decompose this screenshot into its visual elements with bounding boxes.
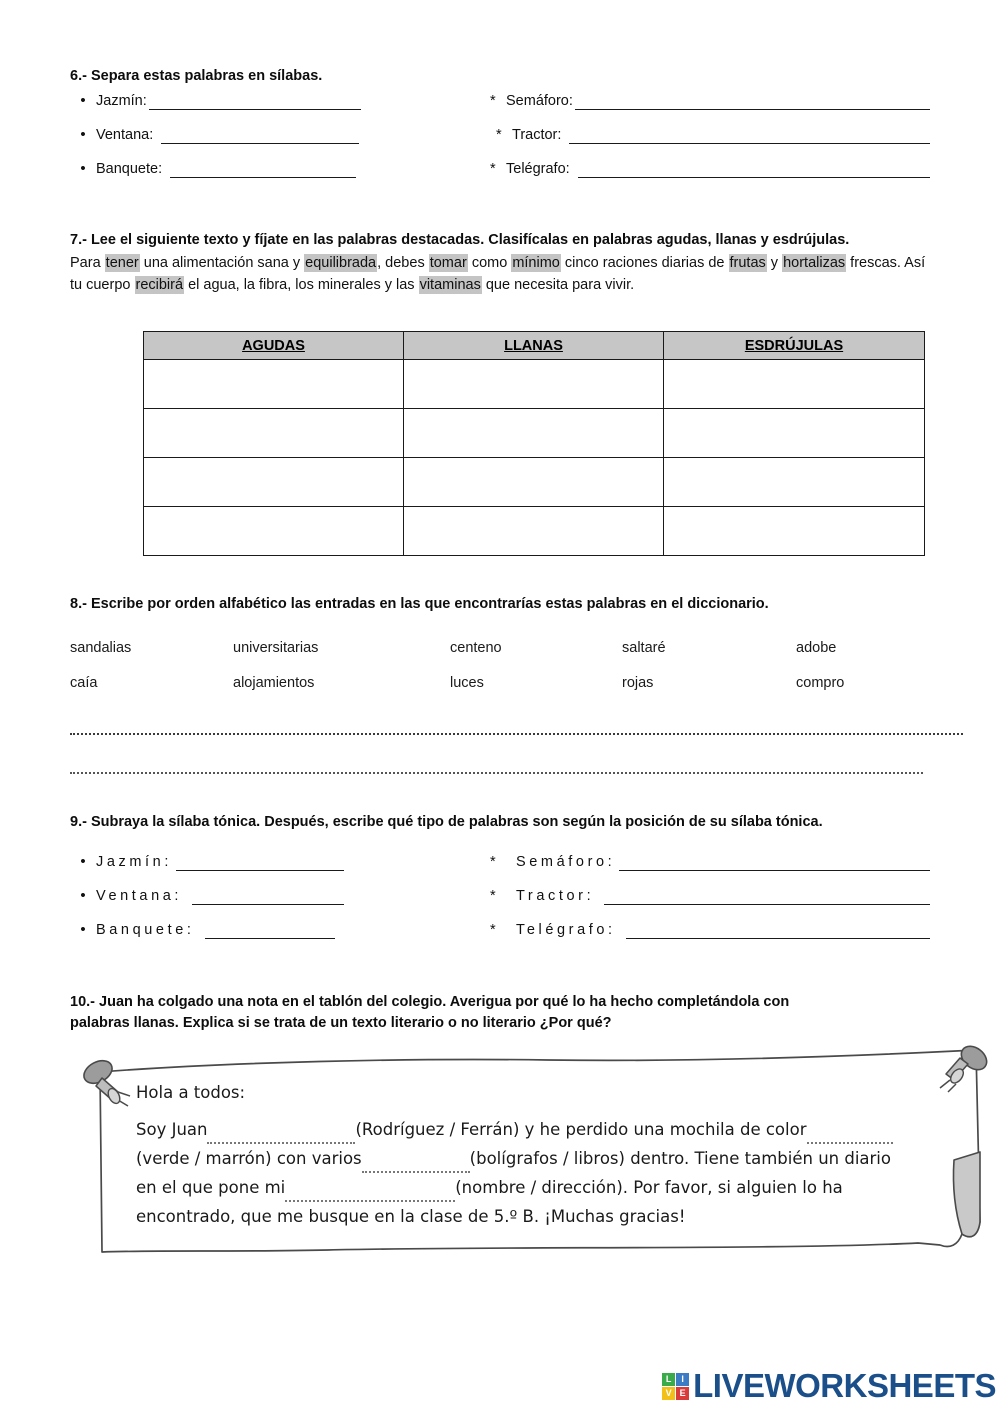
note-text-part: (nombre / dirección). Por favor, si alguien lo ha	[455, 1178, 843, 1197]
section-6-row	[70, 127, 930, 144]
highlighted-word: tomar	[429, 255, 467, 272]
word-label: Semáforo:	[516, 854, 616, 871]
paragraph-part: como	[467, 255, 512, 272]
table-cell[interactable]	[404, 507, 664, 556]
logo-square-l: L	[662, 1373, 675, 1386]
paragraph-part: el agua, la fibra, los minerales y las	[184, 276, 419, 293]
word-item: compro	[796, 675, 845, 692]
word-item: adobe	[796, 640, 837, 657]
section-9-title	[70, 812, 930, 833]
word-item: universitarias	[233, 640, 319, 657]
section-9-row	[70, 922, 930, 939]
section-9-row	[70, 888, 930, 905]
section-7-number: 7.-	[70, 232, 87, 248]
note-paper	[78, 1040, 998, 1270]
word-item: luces	[450, 675, 484, 692]
section-8-word-row-1	[70, 640, 930, 656]
asterisk-icon: *	[490, 887, 496, 904]
section-6-left-item	[70, 161, 490, 178]
answer-blank[interactable]	[176, 855, 344, 871]
note-text-part: (Rodríguez / Ferrán) y he perdido una mochila de color	[355, 1120, 807, 1139]
bullet-icon: •	[80, 126, 86, 144]
word-label: Tractor:	[516, 888, 595, 905]
section-6-right-item	[490, 162, 930, 179]
logo-squares-icon	[662, 1373, 689, 1400]
word-label: Banquete:	[96, 161, 163, 178]
word-label: Banquete:	[96, 922, 195, 939]
table-cell[interactable]	[404, 409, 664, 458]
word-label: Telégrafo:	[516, 922, 616, 939]
word-item: centeno	[450, 640, 502, 657]
answer-blank[interactable]	[569, 128, 930, 144]
table-cell[interactable]	[664, 409, 925, 458]
answer-blank[interactable]	[604, 889, 930, 905]
paragraph-part: , debes	[377, 255, 429, 272]
highlighted-word: vitaminas	[419, 276, 481, 293]
table-row	[144, 409, 925, 458]
bullet-icon: •	[80, 92, 86, 110]
section-7-title	[70, 230, 928, 251]
table-cell[interactable]	[664, 507, 925, 556]
word-label: Jazmín:	[96, 93, 147, 110]
section-9-rows	[70, 854, 930, 939]
highlighted-word: tener	[105, 255, 139, 272]
section-6-row	[70, 161, 930, 178]
note-text-part: (bolígrafos / libros) dentro. Tiene también un diario	[469, 1149, 891, 1168]
logo-square-v: V	[662, 1387, 675, 1400]
bullet-icon: •	[80, 853, 86, 871]
classification-table	[143, 331, 925, 556]
table-cell[interactable]	[664, 458, 925, 507]
highlighted-word: frutas	[729, 255, 766, 272]
word-item: alojamientos	[233, 675, 315, 692]
highlighted-word: mínimo	[512, 255, 560, 272]
section-7-title-text: Lee el siguiente texto y fíjate en las palabras destacadas. Clasifícalas en palabras agudas, llanas y esdrújulas.	[90, 232, 850, 248]
note-greeting: Hola a todos:	[136, 1083, 246, 1102]
paragraph-part: Para	[70, 255, 105, 272]
section-7	[70, 230, 928, 297]
section-8-word-row-2	[70, 675, 930, 691]
answer-blank[interactable]	[170, 162, 356, 178]
word-item: sandalias	[70, 640, 132, 657]
paragraph-part: que necesita para vivir.	[481, 276, 635, 293]
asterisk-icon: *	[490, 160, 496, 177]
section-9-number: 9.-	[70, 814, 87, 830]
note-line-3	[136, 1173, 946, 1202]
table-cell[interactable]	[404, 360, 664, 409]
answer-blank[interactable]	[619, 855, 930, 871]
word-label: Tractor:	[512, 127, 562, 144]
highlighted-word: hortalizas	[783, 255, 846, 272]
table-cell[interactable]	[664, 360, 925, 409]
answer-blank[interactable]	[575, 94, 930, 110]
section-6-right-item	[490, 128, 930, 145]
section-9-row	[70, 854, 930, 871]
liveworksheets-logo[interactable]	[662, 1367, 996, 1405]
section-6-row	[70, 93, 930, 110]
section-6-title	[70, 66, 930, 87]
section-9-right-item	[490, 855, 930, 872]
logo-square-i: I	[676, 1373, 689, 1386]
note-line-4: encontrado, que me busque en la clase de 5.º B. ¡Muchas gracias!	[136, 1207, 686, 1226]
section-10-title-line2: palabras llanas. Explica si se trata de un texto literario o no literario ¿Por qué?	[70, 1015, 612, 1032]
bullet-icon: •	[80, 887, 86, 905]
note-content	[136, 1078, 946, 1231]
section-9-left-item	[70, 888, 490, 905]
answer-blank[interactable]	[205, 923, 335, 939]
highlighted-word: equilibrada	[305, 255, 377, 272]
table-cell[interactable]	[144, 507, 404, 556]
section-6-title-bold: Separa	[90, 68, 140, 84]
word-item: caía	[70, 675, 98, 692]
section-8-title-bold: Escribe	[90, 596, 144, 612]
section-8-number: 8.-	[70, 596, 87, 612]
section-6-left-item	[70, 127, 490, 144]
section-10-title	[70, 992, 890, 1034]
section-8	[70, 594, 930, 774]
table-header-esdrujulas: ESDRÚJULAS	[664, 332, 925, 360]
table-header-row	[144, 332, 925, 360]
table-row	[144, 360, 925, 409]
section-9	[70, 812, 930, 956]
word-item: saltaré	[622, 640, 666, 657]
note-blank[interactable]	[285, 1185, 455, 1202]
section-9-right-item	[490, 889, 930, 906]
answer-blank[interactable]	[161, 128, 359, 144]
answer-blank[interactable]	[192, 889, 344, 905]
table-cell[interactable]	[144, 458, 404, 507]
note-text-part: en el que pone mi	[136, 1178, 286, 1197]
section-10	[70, 992, 890, 1034]
section-8-title-rest: por orden alfabético las entradas en las que encontrarías estas palabras en el diccionario.	[143, 596, 769, 612]
section-10-number: 10.-	[70, 994, 95, 1010]
paragraph-part: una alimentación sana y	[139, 255, 305, 272]
section-6-right-item	[490, 94, 930, 111]
asterisk-icon: *	[490, 853, 496, 870]
section-7-paragraph	[70, 253, 928, 297]
note-text-part: (verde / marrón) con varios	[136, 1149, 362, 1168]
word-label: Ventana:	[96, 888, 183, 905]
logo-wordmark: LIVEWORKSHEETS	[693, 1367, 996, 1404]
note-text-part: Soy Juan	[136, 1120, 208, 1139]
word-label: Jazmín:	[96, 854, 172, 871]
section-8-title	[70, 594, 930, 615]
note-blank[interactable]	[807, 1127, 893, 1144]
note-line-2	[136, 1144, 946, 1173]
table-header-llanas: LLANAS	[404, 332, 664, 360]
section-6-number: 6.-	[70, 68, 87, 84]
answer-blank[interactable]	[626, 923, 930, 939]
section-9-left-item	[70, 922, 490, 939]
table-cell[interactable]	[144, 360, 404, 409]
bullet-icon: •	[80, 160, 86, 178]
answer-dotted-line-2[interactable]	[70, 772, 923, 774]
section-9-right-item	[490, 923, 930, 940]
paragraph-part: frescas. Así tu cuerpo	[70, 255, 926, 293]
word-label: Ventana:	[96, 127, 154, 144]
note-blank[interactable]	[207, 1127, 355, 1144]
logo-square-e: E	[676, 1387, 689, 1400]
word-label: Semáforo:	[506, 93, 573, 110]
table-row	[144, 507, 925, 556]
section-6-rows	[70, 93, 930, 178]
section-9-left-item	[70, 854, 490, 871]
bullet-icon: •	[80, 921, 86, 939]
answer-blank[interactable]	[578, 162, 930, 178]
section-10-title-line1: Juan ha colgado una nota en el tablón del colegio. Averigua por qué lo ha hecho completándola con	[99, 994, 790, 1010]
section-6-left-item	[70, 93, 490, 110]
note-line-1	[136, 1115, 946, 1144]
section-6	[70, 66, 930, 195]
asterisk-icon: *	[490, 92, 496, 109]
paragraph-part: y	[766, 255, 783, 272]
table-cell[interactable]	[404, 458, 664, 507]
table-row	[144, 458, 925, 507]
table-header-agudas: AGUDAS	[144, 332, 404, 360]
answer-blank[interactable]	[149, 94, 361, 110]
word-label: Telégrafo:	[506, 161, 570, 178]
section-6-title-rest: estas palabras en sílabas.	[139, 68, 323, 84]
highlighted-word: recibirá	[135, 276, 184, 293]
section-9-title-text: Subraya la sílaba tónica. Después, escribe qué tipo de palabras son según la posición de su sílaba tónica.	[90, 814, 823, 830]
note-blank[interactable]	[362, 1156, 470, 1173]
word-item: rojas	[622, 675, 654, 692]
asterisk-icon: *	[490, 921, 496, 938]
table-cell[interactable]	[144, 409, 404, 458]
answer-dotted-line-1[interactable]	[70, 733, 963, 735]
paragraph-part: cinco raciones diarias de	[560, 255, 729, 272]
asterisk-icon: *	[496, 126, 502, 143]
